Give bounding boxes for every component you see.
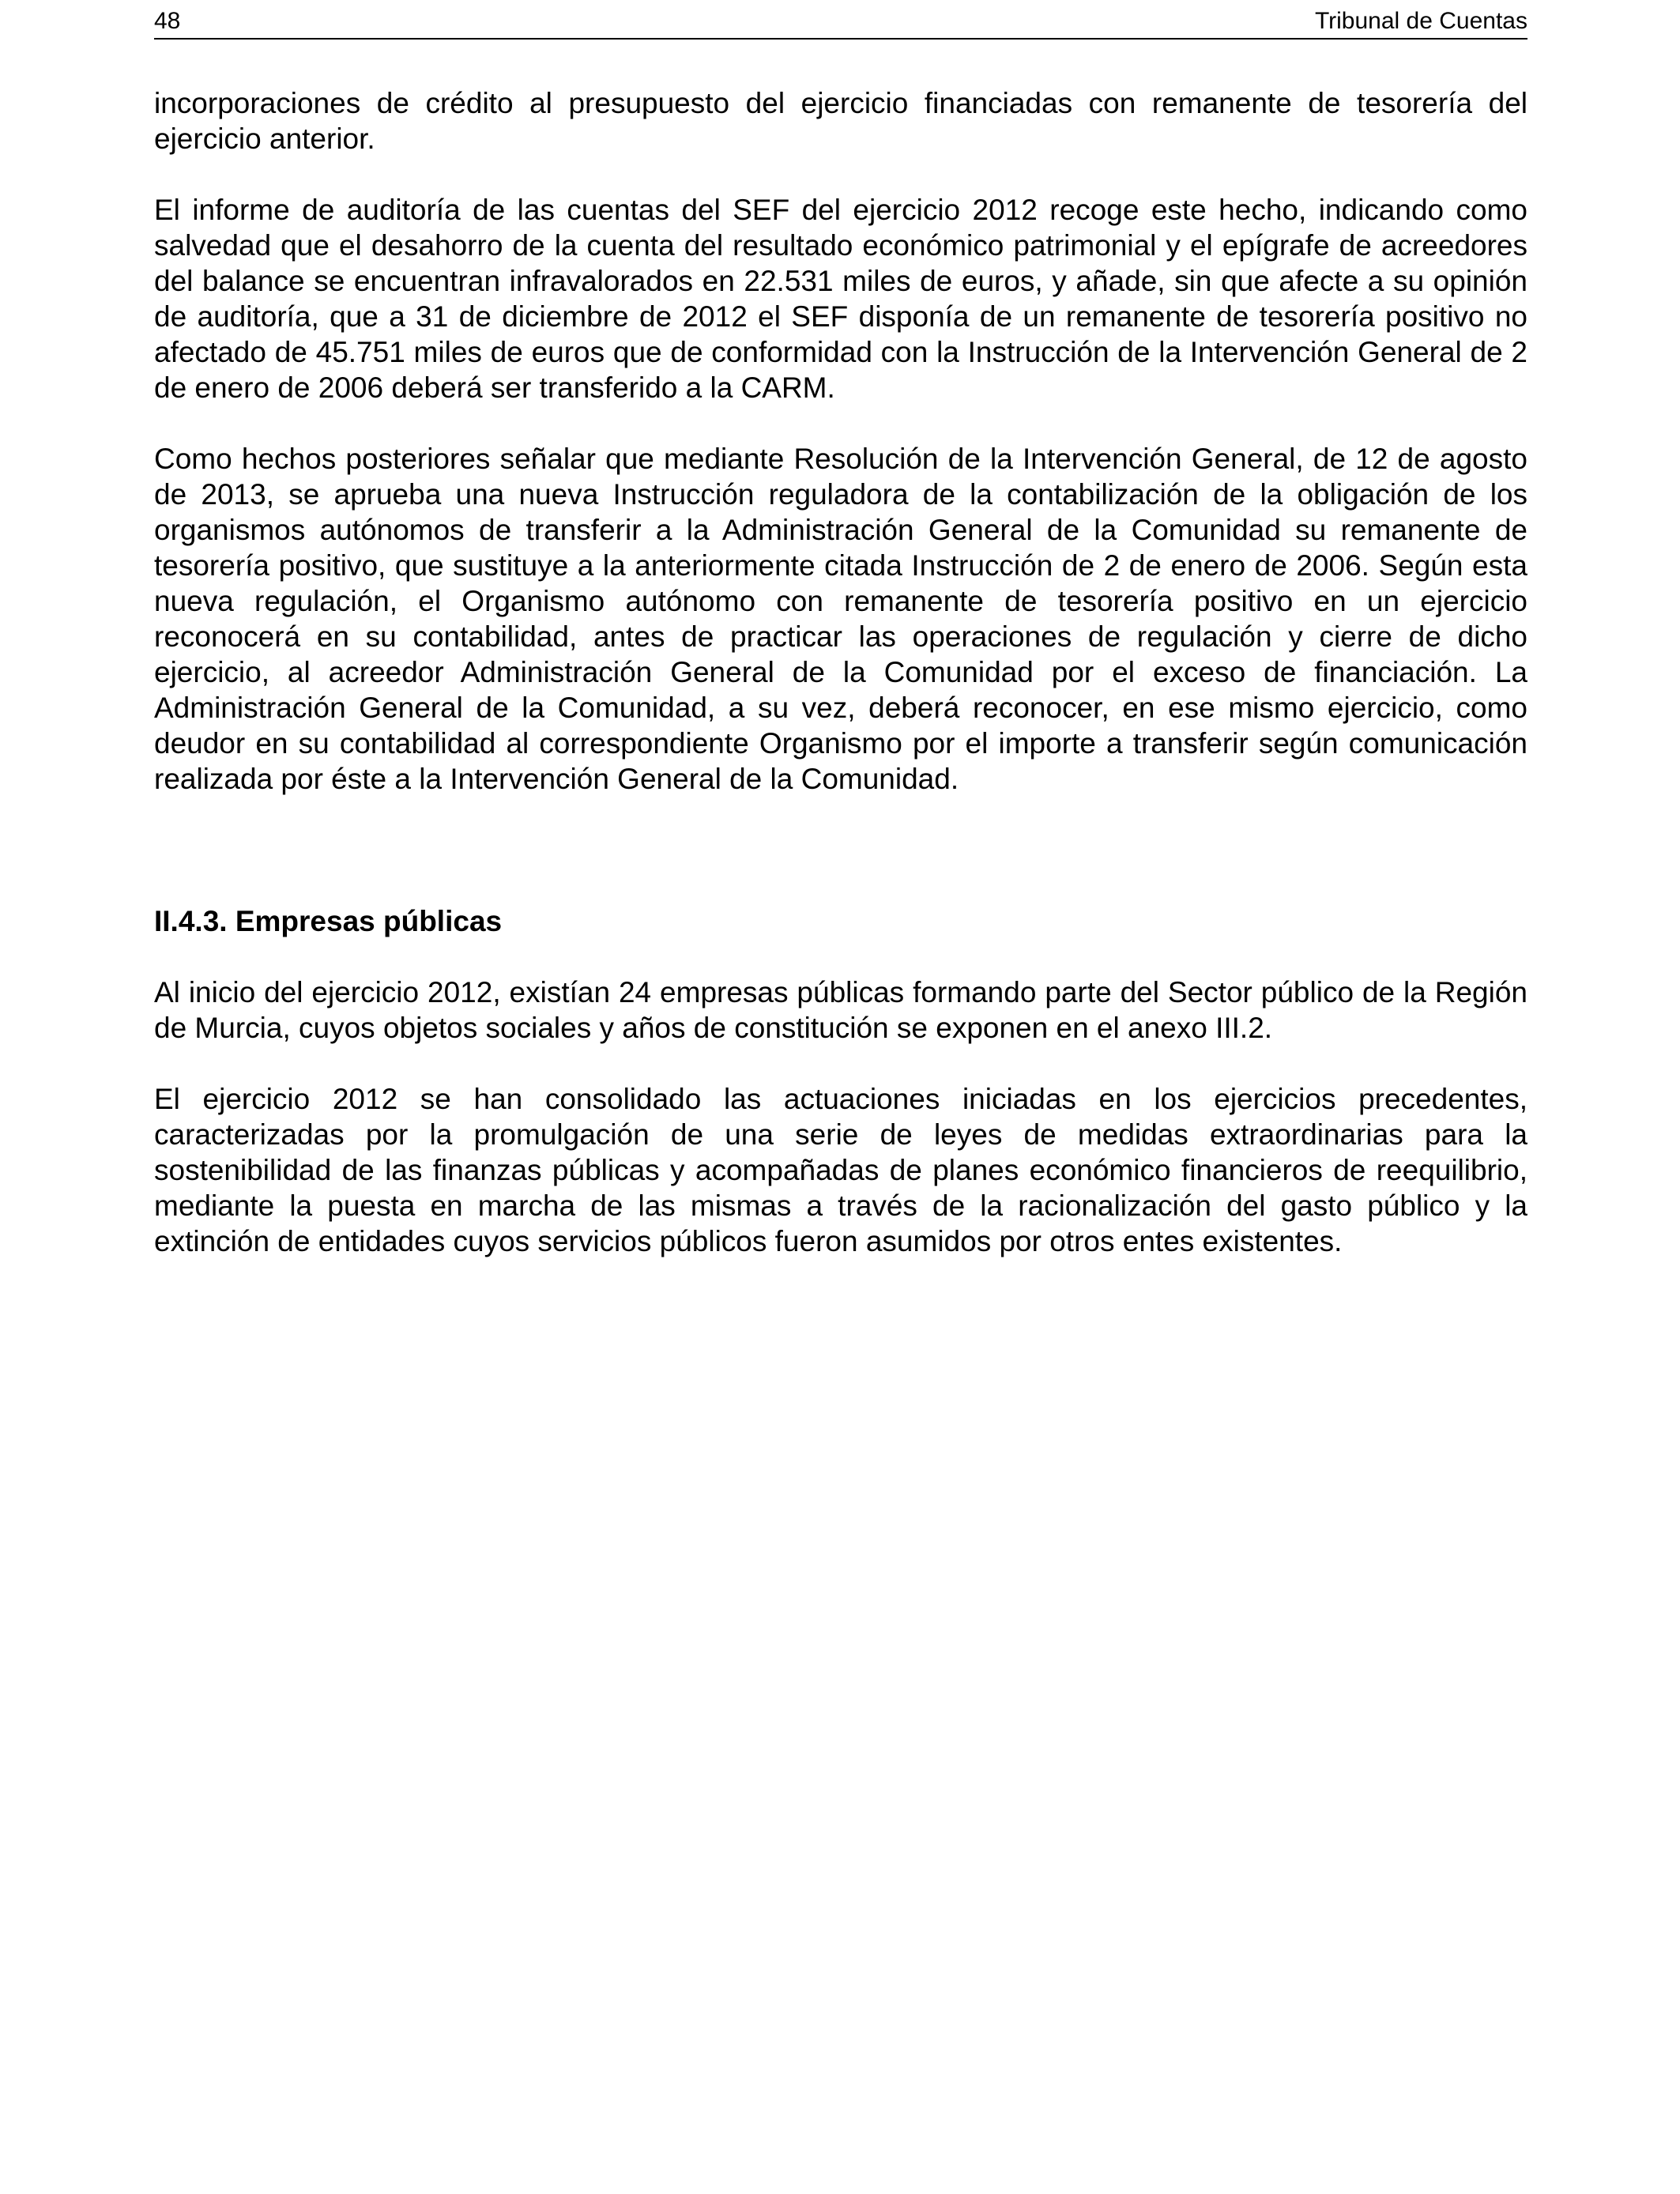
section-heading: II.4.3. Empresas públicas: [154, 905, 503, 937]
paragraph-continuation: incorporaciones de crédito al presupuesto del ejercicio financiadas con remanente de tesorería del ejercicio anterior.: [154, 87, 1527, 155]
paragraph-public-companies: Al inicio del ejercicio 2012, existían 24 empresas públicas formando parte del Sector público de la Región de Murcia, cuyos objetos sociales y años de constitución se exponen en el anexo III.2.: [154, 976, 1527, 1044]
paragraph-subsequent-events: Como hechos posteriores señalar que mediante Resolución de la Intervención General, de 12 de agosto de 2013, se aprueba una nueva Instrucción reguladora de la contabilización de la obligación de los organismos autónomos de transferir a la Administración General de la Comunidad su remanente de tesorería positivo, que sustituye a la anteriormente citada Instrucción de 2 de enero de 2006. Según esta nueva regulación, el Organismo autónomo con remanente de tesorería positivo en un ejercicio reconocerá en su contabilidad, antes de practicar las operaciones de regulación y cierre de dicho ejercicio, al acreedor Administración General de la Comunidad por el exceso de financiación. La Administración General de la Comunidad, a su vez, deberá reconocer, en ese mismo ejercicio, como deudor en su contabilidad al correspondiente Organismo por el importe a transferir según comunicación realizada por éste a la Intervención General de la Comunidad.: [154, 443, 1527, 795]
paragraph-consolidation: El ejercicio 2012 se han consolidado las actuaciones iniciadas en los ejercicios precedentes, caracterizadas por la promulgación de una serie de leyes de medidas extraordinarias para la sostenibilidad de las finanzas públicas y acompañadas de planes económico financieros de reequilibrio, mediante la puesta en marcha de las mismas a través de la racionalización del gasto público y la extinción de entidades cuyos servicios públicos fueron asumidos por otros entes existentes.: [154, 1083, 1527, 1257]
header-title: Tribunal de Cuentas: [1314, 8, 1527, 34]
paragraph-audit-report: El informe de auditoría de las cuentas del SEF del ejercicio 2012 recoge este hecho, indicando como salvedad que el desahorro de la cuenta del resultado económico patrimonial y el epígrafe de acreedores del balance se encuentran infravalorados en 22.531 miles de euros, y añade, sin que afecte a su opinión de auditoría, que a 31 de diciembre de 2012 el SEF disponía de un remanente de tesorería positivo no afectado de 45.751 miles de euros que de conformidad con la Instrucción de la Intervención General de 2 de enero de 2006 deberá ser transferido a la CARM.: [154, 194, 1527, 404]
page-header: [154, 6, 1527, 40]
document-body: [154, 85, 1527, 1259]
page-number: 48: [154, 8, 181, 34]
